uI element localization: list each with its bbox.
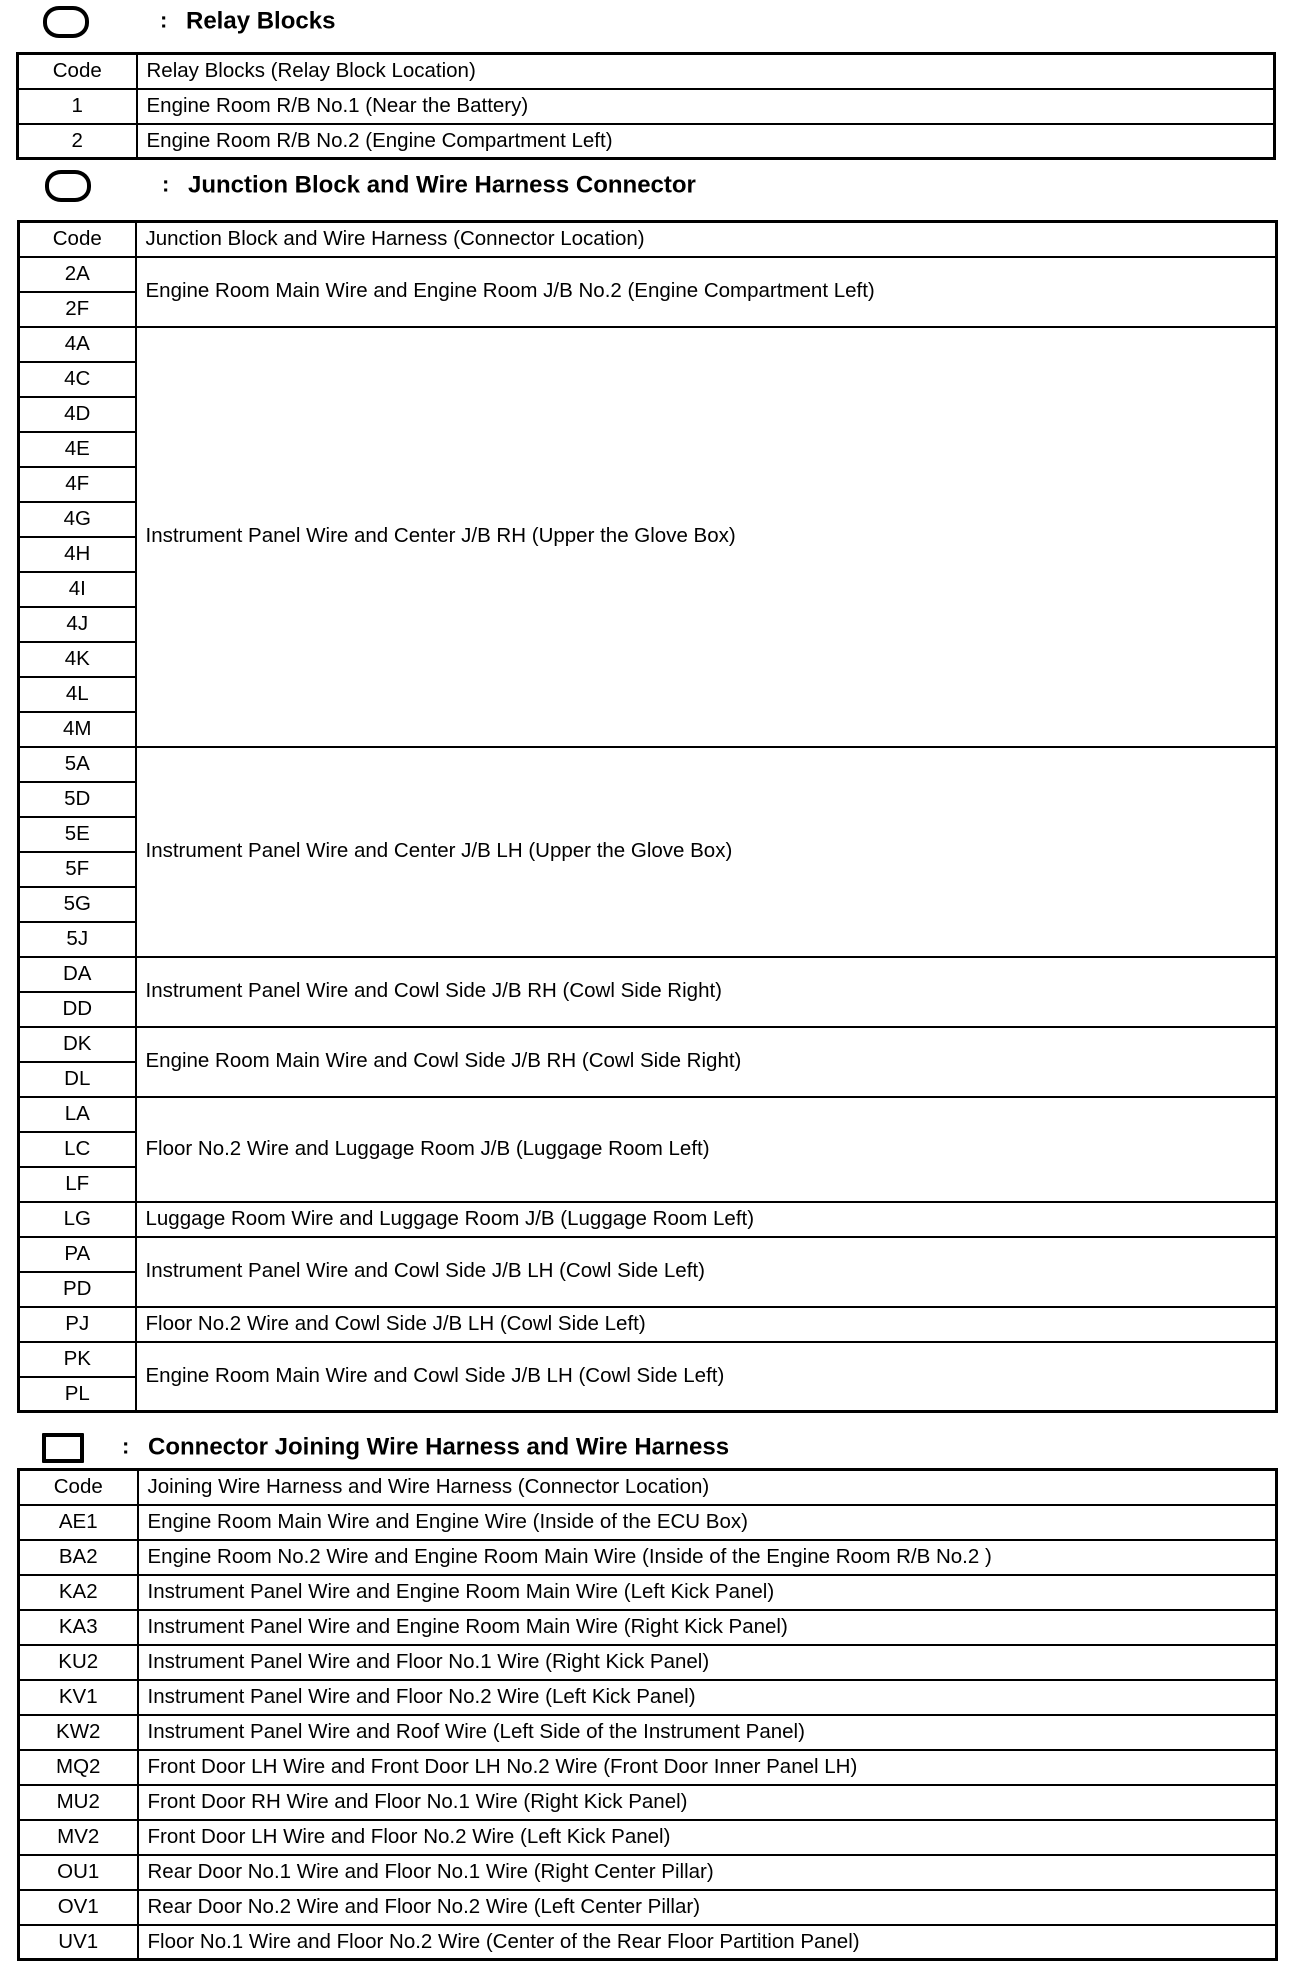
oval-icon — [43, 6, 89, 38]
code-cell: 5F — [19, 852, 136, 887]
description-cell: Front Door LH Wire and Floor No.2 Wire (Left Kick Panel) — [138, 1820, 1277, 1855]
code-cell: MU2 — [19, 1785, 138, 1820]
table-row — [19, 1027, 1277, 1062]
table-row — [19, 1645, 1277, 1680]
code-cell: 4K — [19, 642, 136, 677]
table-row — [19, 1855, 1277, 1890]
table-row — [19, 1307, 1277, 1342]
header-row — [18, 54, 1275, 89]
code-cell: LF — [19, 1167, 136, 1202]
code-cell: PA — [19, 1237, 136, 1272]
description-cell: Front Door RH Wire and Floor No.1 Wire (Right Kick Panel) — [138, 1785, 1277, 1820]
junction-block-heading — [42, 166, 942, 206]
header-description: Junction Block and Wire Harness (Connector Location) — [136, 222, 1277, 257]
code-cell: 4E — [19, 432, 136, 467]
header-row — [19, 1470, 1277, 1505]
code-cell: 4F — [19, 467, 136, 502]
description-cell: Luggage Room Wire and Luggage Room J/B (Luggage Room Left) — [136, 1202, 1277, 1237]
table-row — [18, 89, 1275, 124]
description-cell: Floor No.1 Wire and Floor No.2 Wire (Center of the Rear Floor Partition Panel) — [138, 1925, 1277, 1960]
table-row — [19, 1575, 1277, 1610]
code-cell: PK — [19, 1342, 136, 1377]
code-cell: PJ — [19, 1307, 136, 1342]
table-row — [19, 1237, 1277, 1272]
code-cell: KA3 — [19, 1610, 138, 1645]
rectangle-icon — [42, 1433, 84, 1463]
code-cell: PD — [19, 1272, 136, 1307]
header-code: Code — [18, 54, 137, 89]
code-cell: KU2 — [19, 1645, 138, 1680]
code-cell: MV2 — [19, 1820, 138, 1855]
table-row — [19, 1505, 1277, 1540]
description-cell: Engine Room R/B No.1 (Near the Battery) — [137, 89, 1275, 124]
description-cell: Engine Room Main Wire and Engine Wire (Inside of the ECU Box) — [138, 1505, 1277, 1540]
junction-block-table — [17, 220, 1278, 1413]
header-code: Code — [19, 1470, 138, 1505]
code-cell: MQ2 — [19, 1750, 138, 1785]
table-row — [19, 327, 1277, 362]
code-cell: 5J — [19, 922, 136, 957]
code-cell: 4A — [19, 327, 136, 362]
table-row — [19, 1680, 1277, 1715]
table-row — [19, 257, 1277, 292]
code-cell: 2A — [19, 257, 136, 292]
code-cell: UV1 — [19, 1925, 138, 1960]
description-cell: Instrument Panel Wire and Engine Room Main Wire (Right Kick Panel) — [138, 1610, 1277, 1645]
heading-colon: : — [160, 7, 168, 33]
description-cell: Engine Room Main Wire and Engine Room J/B No.2 (Engine Compartment Left) — [136, 257, 1277, 327]
description-cell: Engine Room Main Wire and Cowl Side J/B LH (Cowl Side Left) — [136, 1342, 1277, 1412]
description-cell: Instrument Panel Wire and Floor No.2 Wire (Left Kick Panel) — [138, 1680, 1277, 1715]
header-row — [19, 222, 1277, 257]
code-cell: 4M — [19, 712, 136, 747]
code-cell: 4J — [19, 607, 136, 642]
code-cell: 4H — [19, 537, 136, 572]
header-code: Code — [19, 222, 136, 257]
code-cell: OU1 — [19, 1855, 138, 1890]
code-cell: LG — [19, 1202, 136, 1237]
code-cell: DL — [19, 1062, 136, 1097]
description-cell: Instrument Panel Wire and Center J/B LH (Upper the Glove Box) — [136, 747, 1277, 957]
description-cell: Instrument Panel Wire and Cowl Side J/B RH (Cowl Side Right) — [136, 957, 1277, 1027]
code-cell: 4I — [19, 572, 136, 607]
code-cell: OV1 — [19, 1890, 138, 1925]
table-row — [19, 1890, 1277, 1925]
heading-colon: : — [162, 171, 170, 197]
code-cell: 2 — [18, 124, 137, 159]
code-cell: KW2 — [19, 1715, 138, 1750]
table-row — [18, 124, 1275, 159]
code-cell: DA — [19, 957, 136, 992]
description-cell: Instrument Panel Wire and Engine Room Main Wire (Left Kick Panel) — [138, 1575, 1277, 1610]
table-row — [19, 1097, 1277, 1132]
connector-joining-table — [17, 1468, 1278, 1961]
table-row — [19, 1610, 1277, 1645]
table-row — [19, 1820, 1277, 1855]
header-description: Joining Wire Harness and Wire Harness (Connector Location) — [138, 1470, 1277, 1505]
connector-joining-heading — [42, 1428, 942, 1468]
table-row — [19, 1202, 1277, 1237]
code-cell: 5E — [19, 817, 136, 852]
code-cell: 4G — [19, 502, 136, 537]
code-cell: LA — [19, 1097, 136, 1132]
description-cell: Instrument Panel Wire and Cowl Side J/B LH (Cowl Side Left) — [136, 1237, 1277, 1307]
description-cell: Front Door LH Wire and Front Door LH No.2 Wire (Front Door Inner Panel LH) — [138, 1750, 1277, 1785]
table-row — [19, 1750, 1277, 1785]
code-cell: 2F — [19, 292, 136, 327]
code-cell: BA2 — [19, 1540, 138, 1575]
code-cell: DK — [19, 1027, 136, 1062]
heading-colon: : — [122, 1433, 130, 1459]
code-cell: 1 — [18, 89, 137, 124]
table-row — [19, 747, 1277, 782]
description-cell: Rear Door No.2 Wire and Floor No.2 Wire (Left Center Pillar) — [138, 1890, 1277, 1925]
description-cell: Instrument Panel Wire and Center J/B RH (Upper the Glove Box) — [136, 327, 1277, 747]
code-cell: 5A — [19, 747, 136, 782]
section-title: Connector Joining Wire Harness and Wire Harness — [148, 1433, 730, 1461]
table-row — [19, 1925, 1277, 1960]
description-cell: Instrument Panel Wire and Floor No.1 Wire (Right Kick Panel) — [138, 1645, 1277, 1680]
section-title: Relay Blocks — [186, 7, 336, 35]
header-description: Relay Blocks (Relay Block Location) — [137, 54, 1275, 89]
table-row — [19, 1715, 1277, 1750]
table-row — [19, 1540, 1277, 1575]
code-cell: KV1 — [19, 1680, 138, 1715]
relay-blocks-table — [16, 52, 1276, 160]
description-cell: Engine Room No.2 Wire and Engine Room Main Wire (Inside of the Engine Room R/B No.2 ) — [138, 1540, 1277, 1575]
code-cell: 5D — [19, 782, 136, 817]
code-cell: LC — [19, 1132, 136, 1167]
code-cell: 4C — [19, 362, 136, 397]
description-cell: Instrument Panel Wire and Roof Wire (Left Side of the Instrument Panel) — [138, 1715, 1277, 1750]
code-cell: PL — [19, 1377, 136, 1412]
description-cell: Engine Room Main Wire and Cowl Side J/B RH (Cowl Side Right) — [136, 1027, 1277, 1097]
table-row — [19, 1785, 1277, 1820]
table-row — [19, 957, 1277, 992]
code-cell: 4L — [19, 677, 136, 712]
code-cell: DD — [19, 992, 136, 1027]
description-cell: Floor No.2 Wire and Luggage Room J/B (Luggage Room Left) — [136, 1097, 1277, 1202]
code-cell: 4D — [19, 397, 136, 432]
section-title: Junction Block and Wire Harness Connector — [188, 171, 696, 199]
code-cell: AE1 — [19, 1505, 138, 1540]
description-cell: Floor No.2 Wire and Cowl Side J/B LH (Cowl Side Left) — [136, 1307, 1277, 1342]
description-cell: Engine Room R/B No.2 (Engine Compartment Left) — [137, 124, 1275, 159]
code-cell: 5G — [19, 887, 136, 922]
description-cell: Rear Door No.1 Wire and Floor No.1 Wire (Right Center Pillar) — [138, 1855, 1277, 1890]
relay-blocks-heading — [40, 2, 740, 42]
table-row — [19, 1342, 1277, 1377]
oval-icon — [45, 170, 91, 202]
code-cell: KA2 — [19, 1575, 138, 1610]
